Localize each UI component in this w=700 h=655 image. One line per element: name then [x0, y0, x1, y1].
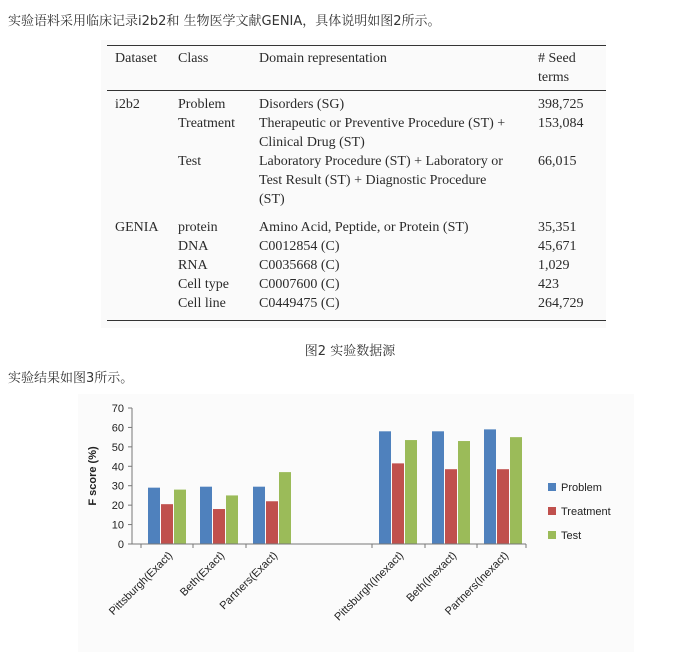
x-tick-label: Beth(Inexact) [404, 549, 460, 605]
f-score-chart [78, 394, 634, 652]
class-cell: Test [178, 154, 202, 169]
class-cell: Treatment [178, 116, 236, 131]
y-axis-label: F score (%) [87, 446, 99, 506]
seed-cell: 398,725 [538, 97, 584, 112]
dataset-i2b2: i2b2 [115, 97, 140, 112]
header-class: Class [178, 51, 209, 66]
x-tick-label: Pittsburgh(Inexact) [332, 549, 407, 624]
y-tick-label: 30 [111, 480, 124, 493]
x-tick-label: Beth(Exact) [177, 549, 228, 599]
bar-treatment [161, 504, 173, 544]
bar-problem [484, 429, 496, 544]
table-bottom-rule [107, 320, 606, 321]
seed-cell: 423 [538, 277, 559, 292]
header-domain: Domain representation [259, 51, 387, 66]
chart-svg [78, 394, 634, 652]
data-source-table [101, 40, 606, 328]
legend-swatch [548, 483, 556, 491]
dataset-genia: GENIA [115, 220, 159, 235]
intro-paragraph: 实验语料采用临床记录i2b2和 生物医学文献GENIA，具体说明如图2所示。 [8, 14, 441, 29]
bar-treatment [266, 501, 278, 544]
bar-treatment [213, 509, 225, 544]
class-cell: RNA [178, 258, 208, 273]
domain-cell: C0007600 (C) [259, 277, 340, 292]
x-tick-label: Partners(Exact) [217, 549, 281, 613]
x-tick-label: Partners(Inexact) [442, 549, 512, 618]
class-cell: Cell line [178, 296, 226, 311]
header-dataset: Dataset [115, 51, 157, 66]
domain-cell: C0449475 (C) [259, 296, 340, 311]
domain-cell-cont: (ST) [259, 192, 285, 207]
bar-test [458, 441, 470, 544]
bar-test [279, 472, 291, 544]
y-tick-label: 70 [111, 403, 124, 415]
y-tick-label: 60 [111, 422, 124, 435]
result-paragraph: 实验结果如图3所示。 [8, 371, 134, 386]
y-tick-label: 10 [111, 519, 124, 532]
legend-swatch [548, 531, 556, 539]
seed-cell: 66,015 [538, 154, 577, 169]
table-header-rule [107, 90, 606, 91]
legend-swatch [548, 507, 556, 515]
figure-caption: 图2 实验数据源 [304, 344, 396, 359]
domain-cell: Amino Acid, Peptide, or Protein (ST) [259, 220, 469, 235]
header-seed-terms: terms [538, 70, 570, 85]
domain-cell-cont: Clinical Drug (ST) [259, 135, 365, 150]
header-seed: # Seed [538, 51, 576, 66]
domain-cell: C0035668 (C) [259, 258, 340, 273]
bar-treatment [392, 463, 404, 544]
seed-cell: 264,729 [538, 296, 584, 311]
x-tick-label: Pittsburgh(Exact) [106, 549, 176, 618]
seed-cell: 35,351 [538, 220, 577, 235]
bar-test [174, 490, 186, 544]
domain-cell: C0012854 (C) [259, 239, 340, 254]
class-cell: protein [178, 220, 218, 235]
bar-treatment [445, 469, 457, 544]
bar-problem [379, 431, 391, 544]
y-tick-label: 40 [111, 461, 124, 474]
bar-problem [200, 487, 212, 544]
bar-test [405, 440, 417, 544]
domain-cell: Disorders (SG) [259, 97, 345, 112]
legend-label: Problem [561, 482, 602, 494]
legend-label: Treatment [561, 506, 611, 518]
table-top-rule [107, 45, 606, 46]
domain-cell: Laboratory Procedure (ST) + Laboratory or [259, 154, 503, 169]
domain-cell: Therapeutic or Preventive Procedure (ST) + [259, 116, 506, 131]
bar-problem [432, 431, 444, 544]
bar-test [226, 495, 238, 544]
bar-problem [253, 487, 265, 544]
bar-treatment [497, 469, 509, 544]
seed-cell: 1,029 [538, 258, 570, 273]
class-cell: Cell type [178, 277, 229, 292]
class-cell: DNA [178, 239, 209, 254]
bar-problem [148, 488, 160, 544]
y-tick-label: 0 [117, 539, 124, 551]
legend-label: Test [561, 530, 582, 542]
seed-cell: 153,084 [538, 116, 584, 131]
seed-cell: 45,671 [538, 239, 577, 254]
domain-cell-cont: Test Result (ST) + Diagnostic Procedure [259, 173, 487, 188]
y-tick-label: 20 [111, 500, 124, 513]
class-cell: Problem [178, 97, 226, 112]
bar-test [510, 437, 522, 544]
y-tick-label: 50 [111, 441, 124, 454]
